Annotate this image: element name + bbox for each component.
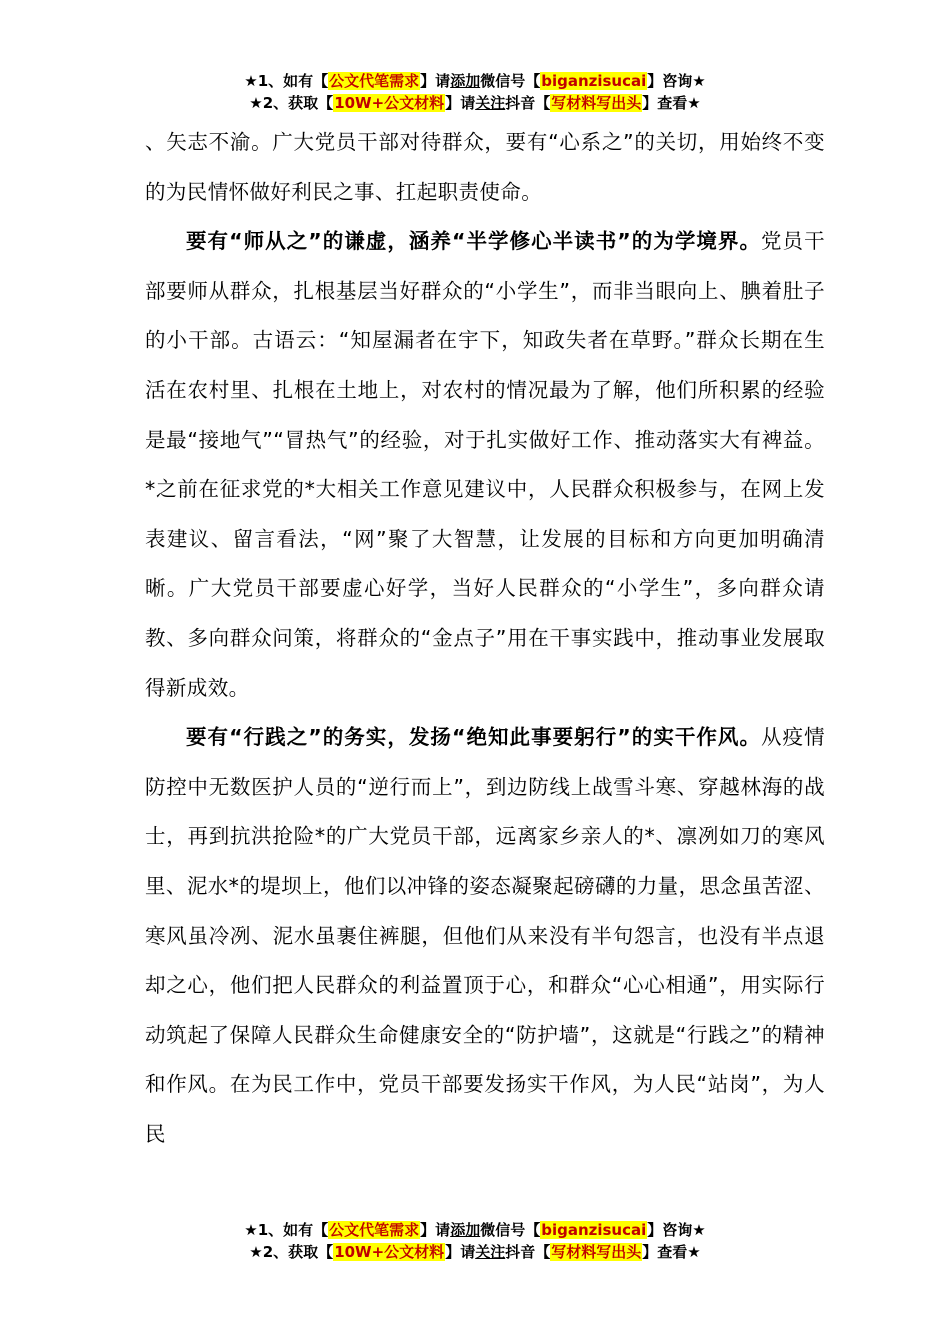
banner-underline: 关注 [475, 94, 506, 112]
banner-text: ★2、获取【 [249, 94, 334, 112]
banner-highlight: 10W+公文材料 [334, 1243, 445, 1261]
banner-text: 】咨询★ [647, 1221, 706, 1239]
banner-underline: 关注 [475, 1243, 506, 1261]
banner-text: 】请 [420, 72, 451, 90]
paragraph-1: 、矢志不渝。广大党员干部对待群众，要有“心系之”的关切，用始终不变的为民情怀做好利民之事、扛起职责使命。 [145, 130, 825, 204]
banner-text: 】请 [445, 94, 476, 112]
banner-line-2 [0, 1241, 950, 1263]
banner-line-2 [0, 92, 950, 114]
document-body [145, 118, 825, 1159]
paragraph-3 [145, 713, 825, 1159]
banner-highlight: 写材料写出头 [551, 1243, 642, 1261]
banner-highlight: biganzisucai [541, 72, 647, 90]
banner-text: ★1、如有【 [244, 1221, 329, 1239]
banner-text: 抖音【 [505, 1243, 551, 1261]
banner-highlight: 公文代笔需求 [329, 1221, 420, 1239]
banner-text: 抖音【 [505, 94, 551, 112]
banner-line-1 [0, 70, 950, 92]
paragraph-2-heading: 要有“师从之”的谦虚，涵养“半学修心半读书”的为学境界。 [186, 229, 762, 254]
banner-text: 微信号【 [480, 72, 541, 90]
footer-banner [0, 1219, 950, 1263]
header-banner [0, 70, 950, 114]
banner-text: 】查看★ [642, 94, 701, 112]
banner-text: 】咨询★ [647, 72, 706, 90]
banner-highlight: 公文代笔需求 [329, 72, 420, 90]
banner-underline: 添加 [450, 72, 481, 90]
banner-underline: 添加 [450, 1221, 481, 1239]
banner-line-1 [0, 1219, 950, 1241]
banner-text: ★1、如有【 [244, 72, 329, 90]
banner-text: 】请 [420, 1221, 451, 1239]
paragraph-2-text: 党员干部要师从群众，扎根基层当好群众的“小学生”，而非当眼向上、腆着肚子的小干部。古语云：“知屋漏者在宇下，知政失者在草野。”群众长期在生活在农村里、扎根在土地上，对农村的情况最为了解，他们所积累的经验是最“接地气”“冒热气”的经验，对于扎实做好工作、推动落实大有裨益。*之前在征求党的*大相关工作意见建议中，人民群众积极参与，在网上发表建议、留言看法，“网”聚了大智慧，让发展的目标和方向更加明确清晰。广大党员干部要虚心好学，当好人民群众的“小学生”，多向群众请教、多向群众问策，将群众的“金点子”用在干事实践中，推动事业发展取得新成效。 [145, 229, 825, 700]
paragraph-2 [145, 217, 825, 713]
banner-text: 】查看★ [642, 1243, 701, 1261]
banner-highlight: biganzisucai [541, 1221, 647, 1239]
paragraph-3-text: 从疫情防控中无数医护人员的“逆行而上”，到边防线上战雪斗寒、穿越林海的战士，再到抗洪抢险*的广大党员干部，远离家乡亲人的*、凛冽如刀的寒风里、泥水*的堤坝上，他们以冲锋的姿态凝聚起磅礴的力量，思念虽苦涩、寒风虽冷冽、泥水虽裹住裤腿，但他们从来没有半句怨言，也没有半点退却之心，他们把人民群众的利益置顶于心，和群众“心心相通”，用实际行动筑起了保障人民群众生命健康安全的“防护墙”，这就是“行践之”的精神和作风。在为民工作中，党员干部要发扬实干作风，为人民“站岗”，为人民 [145, 725, 825, 1146]
banner-text: 】请 [445, 1243, 476, 1261]
paragraph-3-heading: 要有“行践之”的务实，发扬“绝知此事要躬行”的实干作风。 [186, 725, 762, 750]
banner-highlight: 10W+公文材料 [334, 94, 445, 112]
banner-text: ★2、获取【 [249, 1243, 334, 1261]
banner-text: 微信号【 [480, 1221, 541, 1239]
banner-highlight: 写材料写出头 [551, 94, 642, 112]
